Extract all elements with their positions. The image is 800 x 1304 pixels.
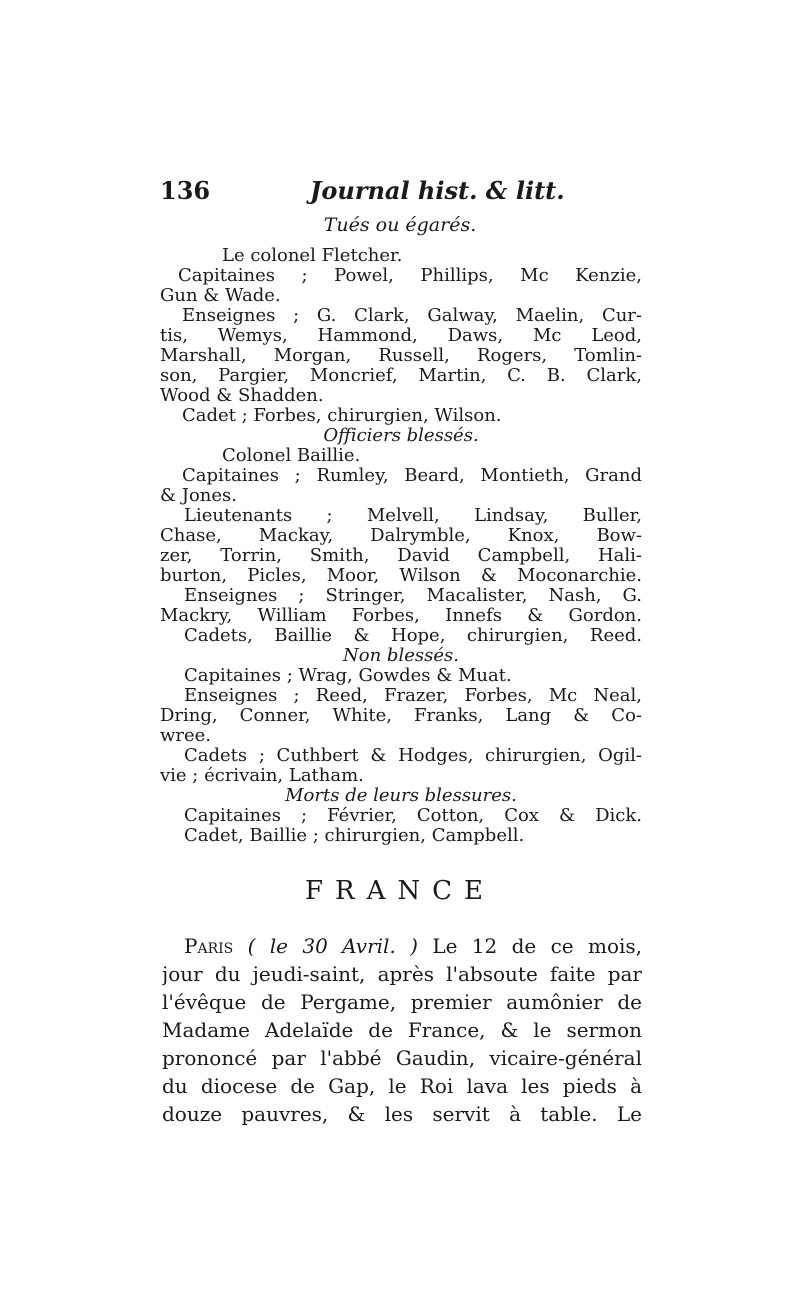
list-line: Chase, Mackay, Dalrymble, Knox, Bow- <box>160 526 642 546</box>
list-line: wree. <box>160 726 212 746</box>
page-number: 136 <box>160 176 211 205</box>
france-paragraph <box>162 932 642 1128</box>
paragraph-line: jour du jeudi-saint, après l'absoute faite par <box>162 962 642 986</box>
paragraph-line <box>162 932 642 960</box>
list-line: Capitaines ; Rumley, Beard, Montieth, Grand <box>182 466 642 486</box>
dateline-date: ( le 30 Avril. ) <box>247 934 418 958</box>
paragraph-line-text: Le 12 de ce mois, <box>432 934 642 958</box>
paragraph-line: douze pauvres, & les servit à table. Le <box>162 1102 642 1126</box>
list-line: & Jones. <box>160 486 238 506</box>
list-line: Cadet ; Forbes, chirurgien, Wilson. <box>182 406 502 426</box>
list-line: vie ; écrivain, Latham. <box>160 766 364 786</box>
list-line: Enseignes ; Stringer, Macalister, Nash, G. <box>184 586 642 606</box>
section-title-died: Morts de leurs blessures. <box>285 786 517 806</box>
paragraph-line: Madame Adelaïde de France, & le sermon <box>162 1018 642 1042</box>
list-line: burton, Picles, Moor, Wilson & Moconarchie. <box>160 566 642 586</box>
list-line: son, Pargier, Moncrief, Martin, C. B. Clark, <box>160 366 642 386</box>
list-line: Capitaines ; Février, Cotton, Cox & Dick. <box>184 806 642 826</box>
list-line: Wood & Shadden. <box>160 386 324 406</box>
section-title-killed: Tués ou égarés. <box>323 214 477 236</box>
list-line: Le colonel Fletcher. <box>222 246 403 266</box>
list-line: Dring, Conner, White, Franks, Lang & Co- <box>160 706 642 726</box>
list-line: Mackry, William Forbes, Innefs & Gordon. <box>160 606 642 626</box>
list-line: Cadets, Baillie & Hope, chirurgien, Reed. <box>184 626 642 646</box>
section-title-not-wounded: Non blessés. <box>343 646 459 666</box>
list-line: tis, Wemys, Hammond, Daws, Mc Leod, <box>160 326 642 346</box>
running-head: Journal hist. & litt. <box>310 176 565 205</box>
list-line: Enseignes ; G. Clark, Galway, Maelin, Cur- <box>182 306 642 326</box>
casualty-list <box>160 246 642 846</box>
dateline-city: Paris <box>184 934 234 958</box>
list-line: Cadets ; Cuthbert & Hodges, chirurgien, Ogil- <box>184 746 642 766</box>
list-line: Capitaines ; Powel, Phillips, Mc Kenzie, <box>178 266 642 286</box>
paragraph-line: du diocese de Gap, le Roi lava les pieds à <box>162 1074 642 1098</box>
paragraph-line: prononcé par l'abbé Gaudin, vicaire-général <box>162 1046 642 1070</box>
list-line: Marshall, Morgan, Russell, Rogers, Tomlin- <box>160 346 642 366</box>
list-line: Capitaines ; Wrag, Gowdes & Muat. <box>184 666 512 686</box>
list-line: Enseignes ; Reed, Frazer, Forbes, Mc Neal, <box>184 686 642 706</box>
list-line: zer, Torrin, Smith, David Campbell, Hali- <box>160 546 642 566</box>
list-line: Gun & Wade. <box>160 286 281 306</box>
list-line: Lieutenants ; Melvell, Lindsay, Buller, <box>184 506 642 526</box>
paragraph-line: l'évêque de Pergame, premier aumônier de <box>162 990 642 1014</box>
list-line: Cadet, Baillie ; chirurgien, Campbell. <box>184 826 525 846</box>
section-title-wounded: Officiers blessés. <box>323 426 479 446</box>
france-heading: FRANCE <box>304 876 495 906</box>
list-line: Colonel Baillie. <box>222 446 361 466</box>
page-header <box>160 176 640 212</box>
